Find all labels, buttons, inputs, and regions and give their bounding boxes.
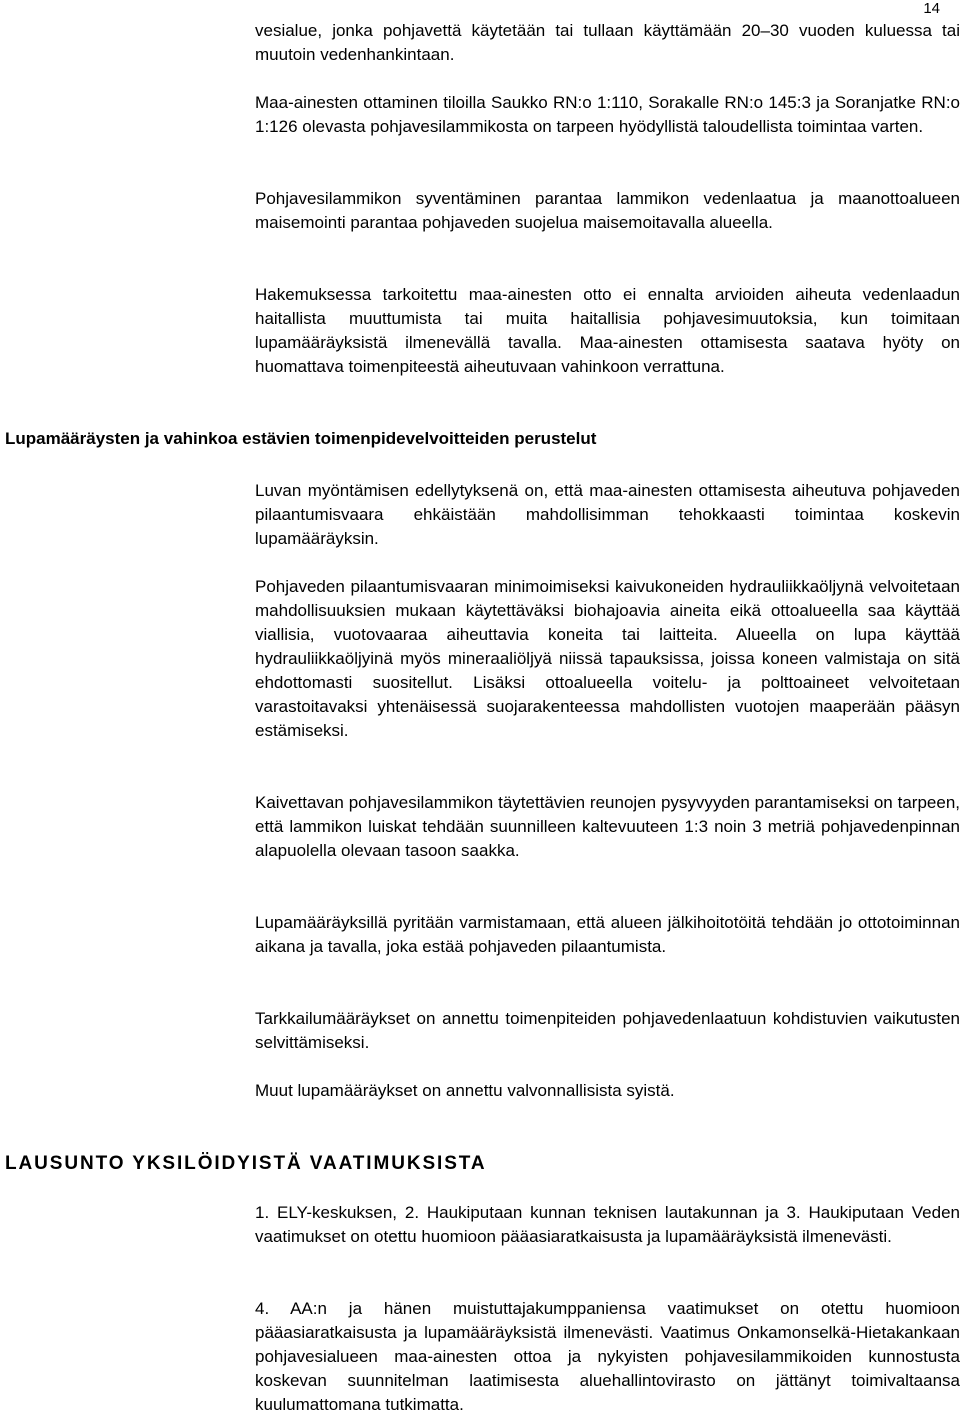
paragraph-other-conditions: Muut lupamääräykset on annettu valvonnallisista syistä. (255, 1081, 675, 1100)
page-number: 14 (923, 0, 940, 17)
paragraph-aftercare: Lupamääräyksillä pyritään varmistamaan, että alueen jälkihoitotöitä tehdään jo ottotoiminnan aikana ja tavalla, joka estää pohjaveden pilaantumista. (255, 913, 960, 956)
paragraph-groundwater-area: vesialue, jonka pohjavettä käytetään tai tullaan käyttämään 20–30 vuoden kuluessa tai muutoin vedenhankintaan. (255, 21, 960, 64)
paragraph-application-assessment: Hakemuksessa tarkoitettu maa-ainesten otto ei ennalta arvioiden aiheuta vedenlaadun haitallista muuttumista tai muita haitallisia pohjavesimuutoksia, kun toimitaan lupamääräyksistä ilmenevällä tavalla. Maa-ainesten ottamisesta saatava hyöty on huomattava toimenpiteestä aiheutuvaan vahinkoon verrattuna. (255, 285, 960, 376)
paragraph-contamination-risk: Pohjaveden pilaantumisvaaran minimoimiseksi kaivukoneiden hydrauliikkaöljynä velvoitetaan mahdollisuuksien mukaan käytettäväksi biohajoavia aineita eikä ottoalueella saa käyttää viallisia, vuotovaaraa aiheuttavia koneita tai laitteita. Alueella on lupa käyttää hydrauliikkaöljyinä myös mineraaliöljyä niissä tapauksissa, joissa koneen valmistaja on sitä ehdottomasti suositellut. Lisäksi ottoalueella voitelu- ja polttoaineet velvoitetaan varastoitavaksi yhtenäisessä suojarakenteessa mahdollisten vuotojen maaperään pääsyn estämiseksi. (255, 577, 960, 740)
paragraph-objector-demands: 4. AA:n ja hänen muistuttajakumppaniensa vaatimukset on otettu huomioon pääasiaratkaisusta ja lupamääräyksistä ilmenevästi. Vaatimus Onkamonselkä-Hietakankaan pohjavesialueen maa-ainesten ottoa ja nykyisten pohjavesilammikoiden kunnostusta koskevan suunnitelman laatimisesta aluehallintovirasto on jättänyt toimivaltaansa kuulumattomana tutkimatta. (255, 1299, 960, 1414)
main-heading: LAUSUNTO YKSILÖIDYISTÄ VAATIMUKSISTA (5, 1153, 487, 1174)
section-heading: Lupamääräysten ja vahinkoa estävien toimenpidevelvoitteiden perustelut (5, 429, 597, 448)
paragraph-permit-condition: Luvan myöntämisen edellytyksenä on, että maa-ainesten ottamisesta aiheutuva pohjaveden pilaantumisvaara ehkäistään mahdollisimman tehokkaasti toimintaa koskevin lupamääräyksin. (255, 481, 960, 548)
paragraph-extraction-need: Maa-ainesten ottaminen tiloilla Saukko RN:o 1:110, Sorakalle RN:o 145:3 ja Soranjatke RN:o 1:126 olevasta pohjavesilammikosta on tarpeen hyödyllistä taloudellista toimintaa varten. (255, 93, 960, 136)
paragraph-slope-stability: Kaivettavan pohjavesilammikon täytettävien reunojen pysyvyyden parantamiseksi on tarpeen, että lammikon luiskat tehdään suunnilleen kaltevuuteen 1:3 noin 3 metriä pohjavedenpinnan alapuolella olevaan tasoon saakka. (255, 793, 960, 860)
paragraph-monitoring: Tarkkailumääräykset on annettu toimenpiteiden pohjavedenlaatuun kohdistuvien vaikutusten selvittämiseksi. (255, 1009, 960, 1052)
paragraph-authority-demands: 1. ELY-keskuksen, 2. Haukiputaan kunnan teknisen lautakunnan ja 3. Haukiputaan Veden vaatimukset on otettu huomioon pääasiaratkaisusta ja lupamääräyksistä ilmenevästi. (255, 1203, 960, 1246)
paragraph-deepening: Pohjavesilammikon syventäminen parantaa lammikon vedenlaatua ja maanottoalueen maisemointi parantaa pohjaveden suojelua maisemoitavalla alueella. (255, 189, 960, 232)
